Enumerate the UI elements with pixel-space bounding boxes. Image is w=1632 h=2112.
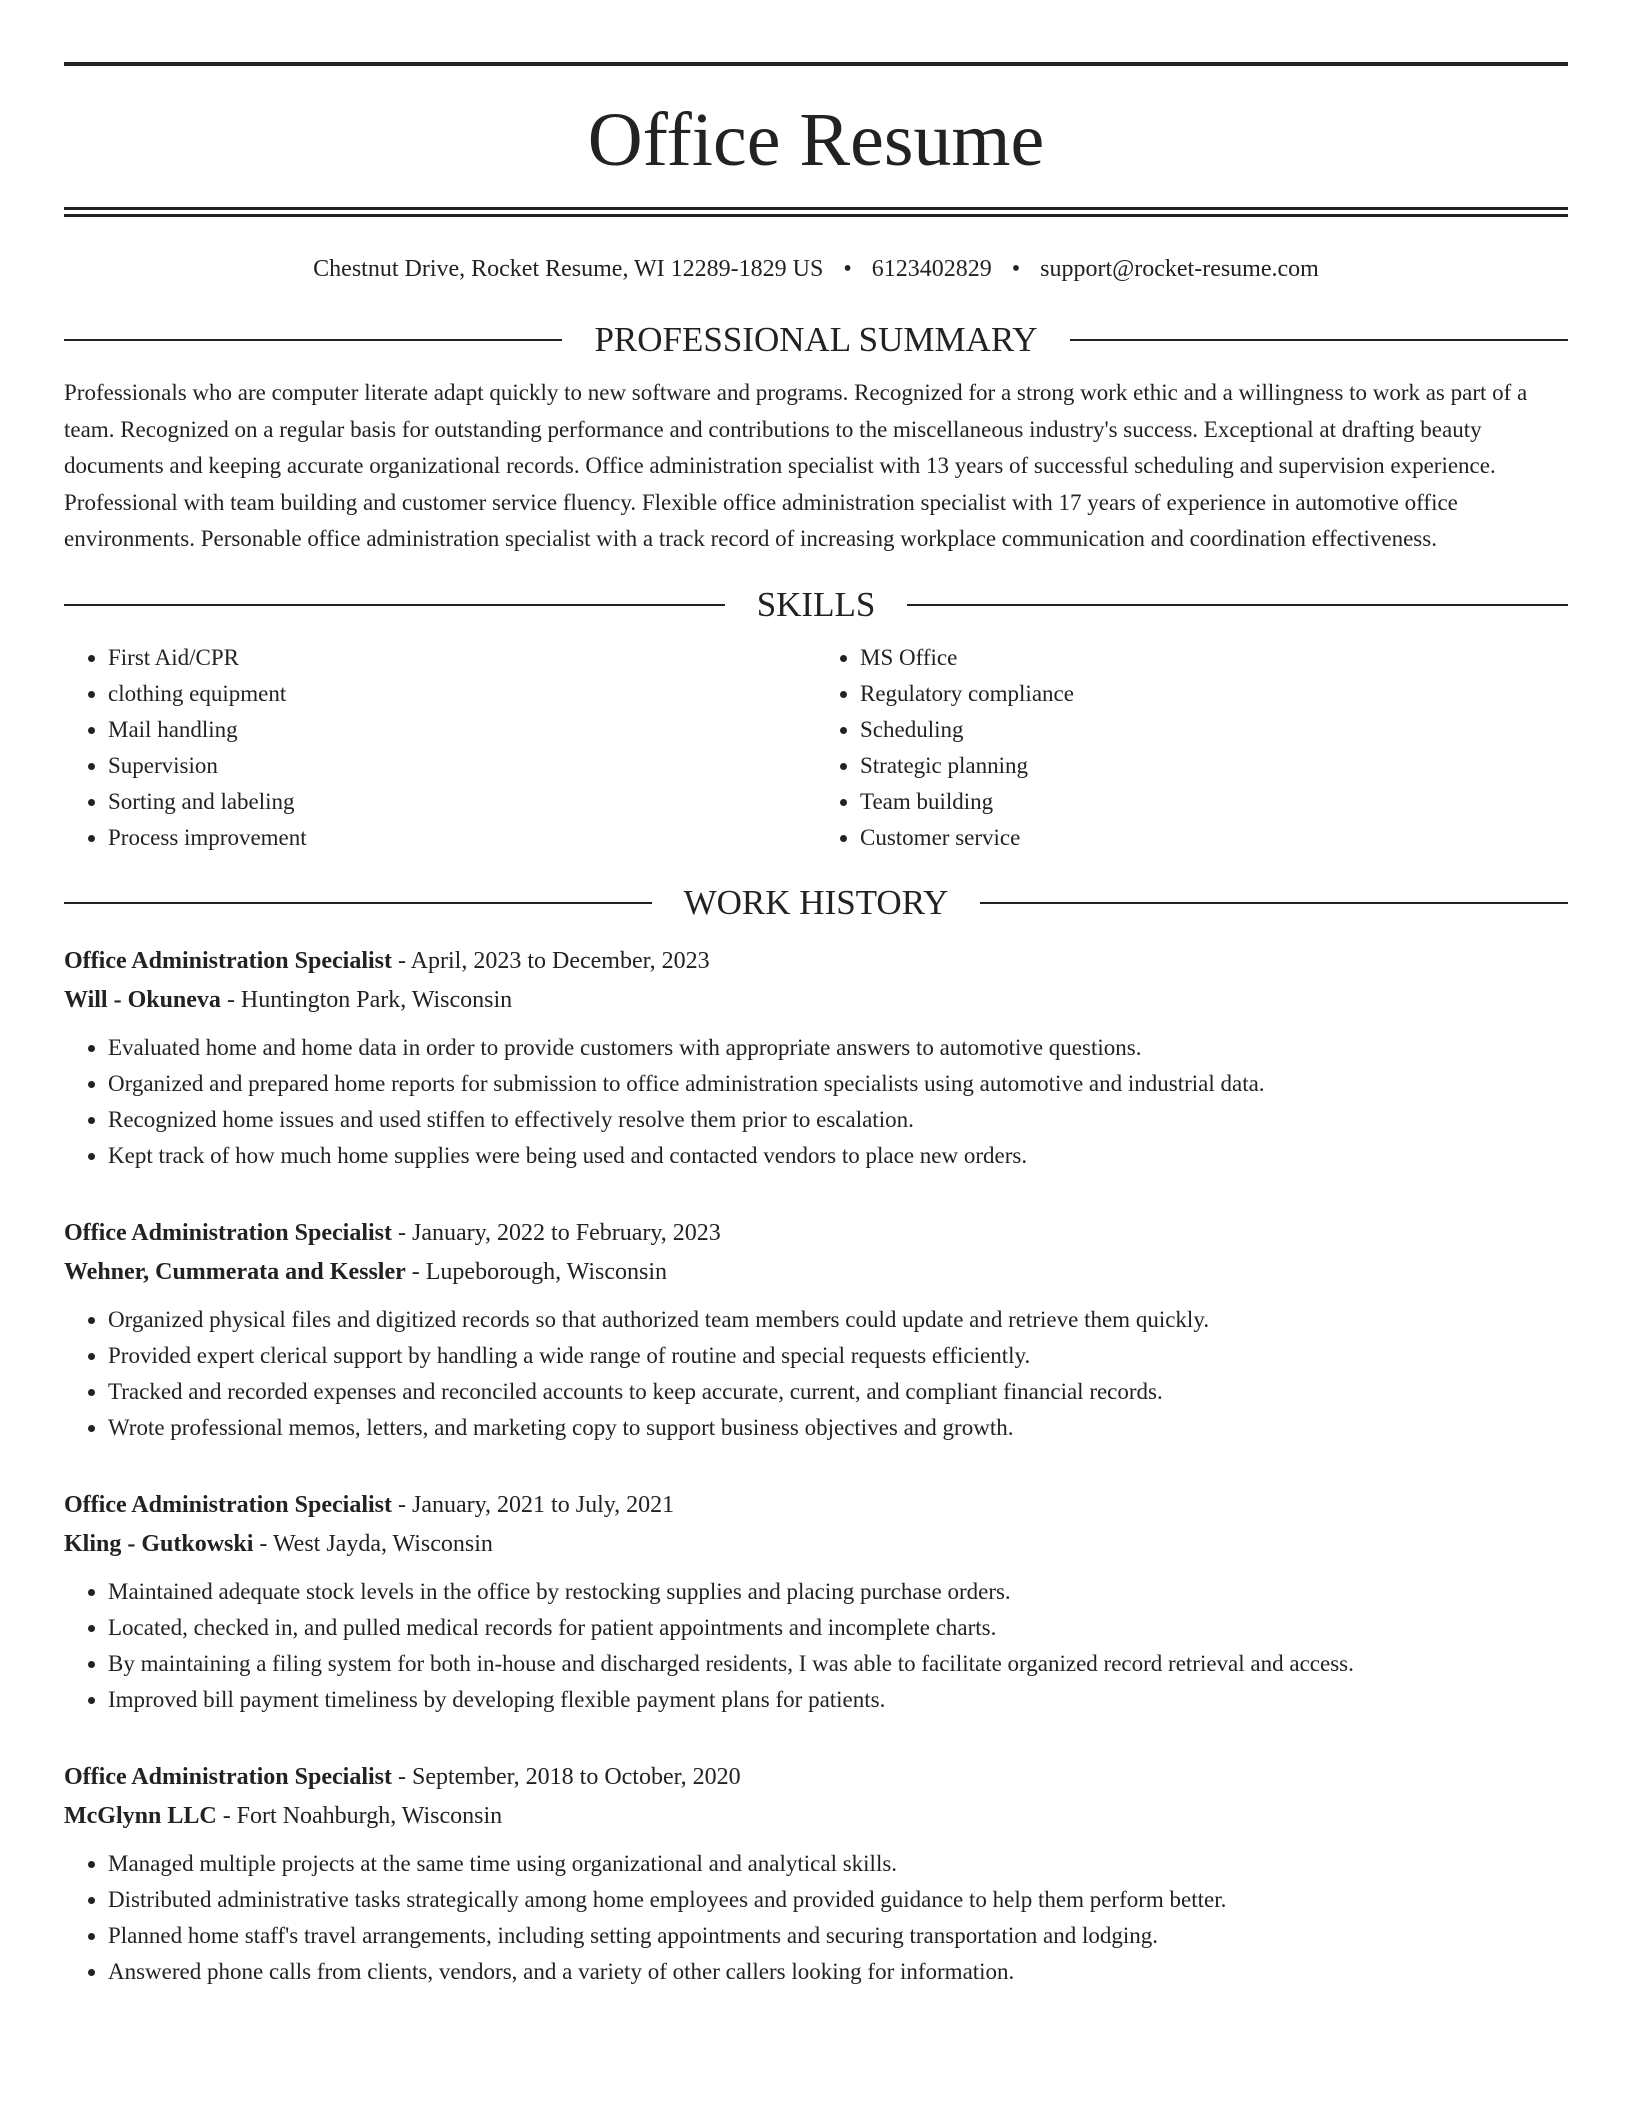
job-company: Wehner, Cummerata and Kessler: [64, 1258, 406, 1285]
section-rule: [1070, 339, 1568, 341]
job-dates: - April, 2023 to December, 2023: [391, 947, 710, 974]
job-company: Will - Okuneva: [64, 986, 221, 1013]
contact-line: [64, 253, 1568, 285]
job-role: Office Administration Specialist: [64, 947, 392, 974]
contact-address: Chestnut Drive, Rocket Resume, WI 12289-1829 US: [313, 256, 824, 282]
section-title-skills: SKILLS: [756, 584, 876, 624]
section-header-summary: [64, 319, 1568, 361]
section-rule: [980, 902, 1568, 904]
job-bullet: • Improved bill payment timeliness by developing flexible payment plans for patients.: [108, 1682, 1568, 1718]
contact-separator: •: [843, 256, 852, 282]
skill-item: • Scheduling: [860, 712, 1568, 748]
job-bullet: • Organized and prepared home reports for submission to office administration specialists using automotive and industrial data.: [108, 1066, 1568, 1102]
job-role: Office Administration Specialist: [64, 1219, 392, 1246]
skill-item: • Customer service: [860, 820, 1568, 856]
job-dates: - January, 2021 to July, 2021: [391, 1491, 675, 1518]
job-bullet: • Recognized home issues and used stiffen to effectively resolve them prior to escalation.: [108, 1102, 1568, 1138]
job-company: Kling - Gutkowski: [64, 1530, 254, 1557]
job-bullet: • Managed multiple projects at the same time using organizational and analytical skills.: [108, 1846, 1568, 1882]
skill-item: • Sorting and labeling: [108, 784, 816, 820]
job-bullet: • Maintained adequate stock levels in the office by restocking supplies and placing purchase orders.: [108, 1574, 1568, 1610]
top-rule: [64, 62, 1568, 66]
job-bullet: • Answered phone calls from clients, vendors, and a variety of other callers looking for information.: [108, 1954, 1568, 1990]
job-bullet: • Organized physical files and digitized records so that authorized team members could update and retrieve them quickly.: [108, 1302, 1568, 1338]
skills-list: [64, 640, 1568, 856]
job-entry: [64, 942, 1568, 1174]
contact-email: support@rocket-resume.com: [1040, 256, 1319, 282]
job-role: Office Administration Specialist: [64, 1763, 392, 1790]
job-dates: - January, 2022 to February, 2023: [391, 1219, 721, 1246]
job-company-line: [64, 981, 1568, 1020]
section-title-work: WORK HISTORY: [683, 882, 949, 922]
section-title-summary: PROFESSIONAL SUMMARY: [594, 320, 1038, 359]
job-bullets: [64, 1302, 1568, 1446]
skill-item: • Mail handling: [108, 712, 816, 748]
summary-text: Professionals who are computer literate adapt quickly to new software and programs. Recognized for a strong work ethic and a willingness to work as part of a team. Recognized on a regular basis for outstanding performance and contributions to the miscellaneous industry's success. Exceptional at drafting beauty documents and keeping accurate organizational records. Office administration specialist with 13 years of successful scheduling and supervision experience. Professional with team building and customer service fluency. Flexible office administration specialist with 17 years of experience in automotive office environments. Personable office administration specialist with a track record of increasing workplace communication and coordination effectiveness.: [64, 380, 1528, 551]
skill-item: • MS Office: [860, 640, 1568, 676]
section-rule: [64, 339, 562, 341]
skills-column-right: [816, 640, 1568, 856]
job-bullet: • By maintaining a filing system for both in-house and discharged residents, I was able to facilitate organized record retrieval and access.: [108, 1646, 1568, 1682]
job-bullet: • Located, checked in, and pulled medical records for patient appointments and incomplete charts.: [108, 1610, 1568, 1646]
job-company-line: [64, 1797, 1568, 1836]
job-bullet: • Planned home staff's travel arrangements, including setting appointments and securing transportation and lodging.: [108, 1918, 1568, 1954]
job-dates: - September, 2018 to October, 2020: [391, 1763, 741, 1790]
job-bullets: [64, 1846, 1568, 1990]
job-bullet: • Provided expert clerical support by handling a wide range of routine and special requests efficiently.: [108, 1338, 1568, 1374]
job-role-line: [64, 1758, 1568, 1797]
job-role: Office Administration Specialist: [64, 1491, 392, 1518]
section-rule: [64, 902, 652, 904]
job-location: - Lupeborough, Wisconsin: [405, 1258, 667, 1285]
contact-phone: 6123402829: [871, 256, 992, 282]
skill-item: • Process improvement: [108, 820, 816, 856]
job-bullet: • Evaluated home and home data in order to provide customers with appropriate answers to automotive questions.: [108, 1030, 1568, 1066]
job-location: - West Jayda, Wisconsin: [253, 1530, 493, 1557]
job-location: - Huntington Park, Wisconsin: [220, 986, 513, 1013]
title-double-rule: [64, 207, 1568, 217]
job-entry: [64, 1486, 1568, 1718]
skill-item: • Supervision: [108, 748, 816, 784]
resume-page: [64, 0, 1568, 1990]
resume-title: Office Resume: [587, 98, 1045, 182]
job-location: - Fort Noahburgh, Wisconsin: [216, 1802, 503, 1829]
job-bullets: [64, 1574, 1568, 1718]
job-entry: [64, 1214, 1568, 1446]
section-rule: [907, 604, 1568, 606]
job-role-line: [64, 1486, 1568, 1525]
job-company-line: [64, 1525, 1568, 1564]
job-bullet: • Wrote professional memos, letters, and marketing copy to support business objectives and growth.: [108, 1410, 1568, 1446]
skill-item: • Team building: [860, 784, 1568, 820]
skill-item: • clothing equipment: [108, 676, 816, 712]
skill-item: • First Aid/CPR: [108, 640, 816, 676]
section-header-work: [64, 882, 1568, 924]
job-company: McGlynn LLC: [64, 1802, 217, 1829]
contact-separator: •: [1011, 256, 1021, 282]
job-entry: [64, 1758, 1568, 1990]
skill-item: • Regulatory compliance: [860, 676, 1568, 712]
skill-item: • Strategic planning: [860, 748, 1568, 784]
section-rule: [64, 604, 725, 606]
job-role-line: [64, 942, 1568, 981]
job-role-line: [64, 1214, 1568, 1253]
job-bullet: • Kept track of how much home supplies were being used and contacted vendors to place new orders.: [108, 1138, 1568, 1174]
skills-column-left: [64, 640, 816, 856]
section-header-skills: [64, 584, 1568, 626]
job-bullet: • Tracked and recorded expenses and reconciled accounts to keep accurate, current, and compliant financial records.: [108, 1374, 1568, 1410]
job-bullets: [64, 1030, 1568, 1174]
job-bullet: • Distributed administrative tasks strategically among home employees and provided guidance to help them perform better.: [108, 1882, 1568, 1918]
job-company-line: [64, 1253, 1568, 1292]
